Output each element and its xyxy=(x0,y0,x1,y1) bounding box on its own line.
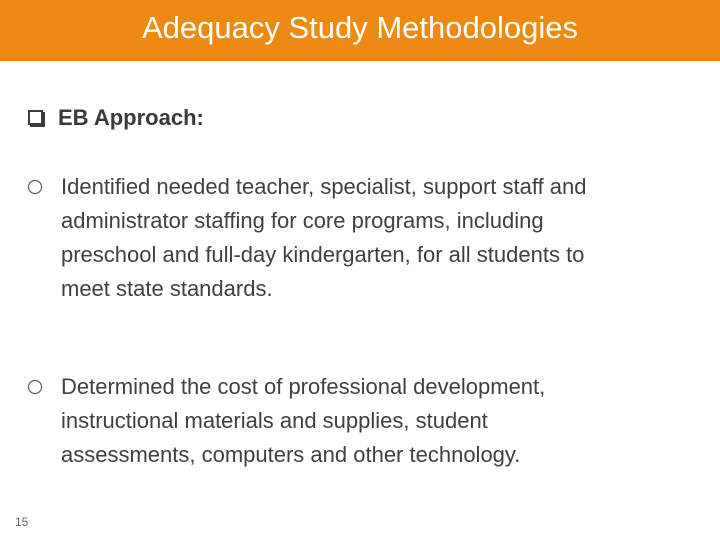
section-heading xyxy=(28,103,204,133)
bullet-item xyxy=(28,170,668,306)
checkbox-bullet-icon xyxy=(28,110,43,125)
slide-number: 15 xyxy=(15,515,29,529)
title-bar xyxy=(0,0,720,61)
section-heading-label: EB Approach: xyxy=(58,105,204,130)
bullet-text: Identified needed teacher, specialist, support staff and administrator staffing for core programs, including preschool and full-day kindergarten, for all students to meet state standards. xyxy=(61,174,587,301)
hollow-circle-bullet-icon xyxy=(28,180,42,194)
bullet-text: Determined the cost of professional development, instructional materials and supplies, student assessments, computers and other technology. xyxy=(61,374,546,467)
page-title: Adequacy Study Methodologies xyxy=(141,10,578,45)
bullet-item xyxy=(28,370,668,472)
hollow-circle-bullet-icon xyxy=(28,380,42,394)
